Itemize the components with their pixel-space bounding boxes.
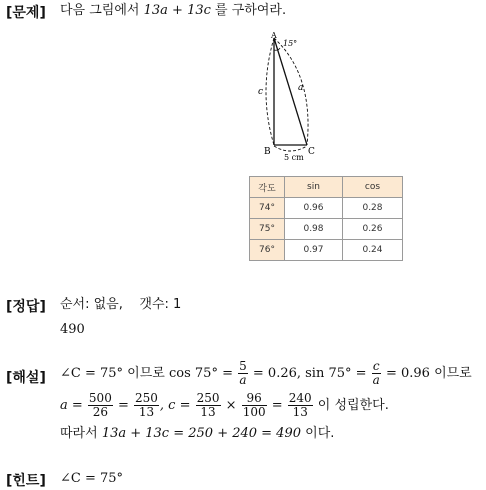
solution-equals: = xyxy=(113,398,133,413)
solution-line-1 xyxy=(60,357,472,391)
problem-tag: [문제] xyxy=(6,5,46,21)
header-sin: sin xyxy=(285,177,343,198)
fraction-denominator: 13 xyxy=(292,405,308,419)
fraction-denominator: 13 xyxy=(138,405,155,419)
solution-sin-expr: = 0.26, sin 75° = xyxy=(248,366,371,381)
solution-tag: [해설] xyxy=(6,370,46,386)
fraction-denominator: 26 xyxy=(92,405,109,419)
solution-cos-expr: cos 75° = xyxy=(169,366,238,381)
solution-angle: ∠C = 75° xyxy=(60,366,124,381)
solution-sin-value: = 0.96 xyxy=(381,366,430,381)
side-label-a: a xyxy=(298,83,304,93)
solution-final-expr: 13a + 13c = 250 + 240 = 490 xyxy=(101,426,301,441)
fraction-96-over-100 xyxy=(242,392,267,419)
fraction-numerator: 96 xyxy=(242,392,267,406)
table-cell-angle: 76° xyxy=(250,240,285,261)
table-cell-sin: 0.97 xyxy=(285,240,343,261)
brace-base xyxy=(274,146,307,151)
header-cos: cos xyxy=(343,177,403,198)
angle-label: 15° xyxy=(283,39,298,48)
table-row xyxy=(250,198,403,219)
problem-text-suffix: 를 구하여라. xyxy=(210,3,287,18)
label-c-vertex: C xyxy=(308,147,315,157)
fraction-numerator: 240 xyxy=(288,391,312,405)
fraction-500-over-26 xyxy=(88,392,113,419)
label-a-vertex: A xyxy=(271,31,277,40)
table-row xyxy=(250,240,403,261)
answer-tag: [정답] xyxy=(6,299,46,315)
fraction-numerator: 5 xyxy=(239,359,247,373)
base-length-label: 5 cm xyxy=(284,153,304,162)
trig-table xyxy=(249,176,403,261)
problem-text-prefix: 다음 그림에서 xyxy=(60,3,144,18)
table-cell-cos: 0.28 xyxy=(343,198,403,219)
problem-expression: 13a + 13c xyxy=(143,3,211,18)
fraction-250-over-13 xyxy=(134,392,159,419)
fraction-numerator: 250 xyxy=(196,391,220,405)
solution-ending: 이다. xyxy=(301,426,335,441)
table-row xyxy=(250,219,403,240)
fraction-denominator: a xyxy=(372,373,380,387)
table-cell-sin: 0.96 xyxy=(285,198,343,219)
table-cell-angle: 75° xyxy=(250,219,285,240)
header-angle: 각도 xyxy=(250,177,285,198)
solution-equals: = xyxy=(267,398,287,413)
fraction-denominator: 100 xyxy=(242,405,266,419)
answer-count: 갯수: 1 xyxy=(139,297,182,312)
fraction-250-over-13 xyxy=(196,392,221,419)
solution-therefore: 따라서 xyxy=(60,426,102,441)
solution-c-equals: , c = xyxy=(159,398,195,413)
side-label-c: c xyxy=(258,87,264,97)
answer-value: 490 xyxy=(60,322,85,337)
label-b-vertex: B xyxy=(264,147,271,157)
table-cell-sin: 0.98 xyxy=(285,219,343,240)
fraction-denominator: 13 xyxy=(200,405,216,419)
answer-meta xyxy=(60,297,181,313)
table-header-row xyxy=(250,177,403,198)
fraction-denominator: a xyxy=(239,373,247,387)
table-cell-cos: 0.24 xyxy=(343,240,403,261)
hint-text: ∠C = 75° xyxy=(60,471,124,486)
table-cell-angle: 74° xyxy=(250,198,285,219)
triangle-figure xyxy=(252,30,332,165)
answer-order: 순서: 없음, xyxy=(60,297,123,312)
fraction-c-over-a xyxy=(372,360,381,387)
fraction-numerator: c xyxy=(372,359,380,373)
problem-text xyxy=(60,3,286,19)
solution-a-equals: a = xyxy=(60,398,87,413)
solution-line-2 xyxy=(60,389,389,423)
fraction-numerator: 250 xyxy=(135,391,158,405)
solution-connector: 이므로 xyxy=(123,366,169,381)
fraction-5-over-a xyxy=(238,360,248,387)
solution-connector: 이므로 xyxy=(429,366,472,381)
solution-times: × xyxy=(221,398,241,413)
brace-c xyxy=(266,38,274,145)
solution-line-3 xyxy=(60,426,334,442)
fraction-numerator: 500 xyxy=(88,391,112,405)
table-cell-cos: 0.26 xyxy=(343,219,403,240)
solution-conclusion: 이 성립한다. xyxy=(313,398,389,413)
fraction-240-over-13 xyxy=(288,392,313,419)
hint-tag: [힌트] xyxy=(6,473,46,489)
